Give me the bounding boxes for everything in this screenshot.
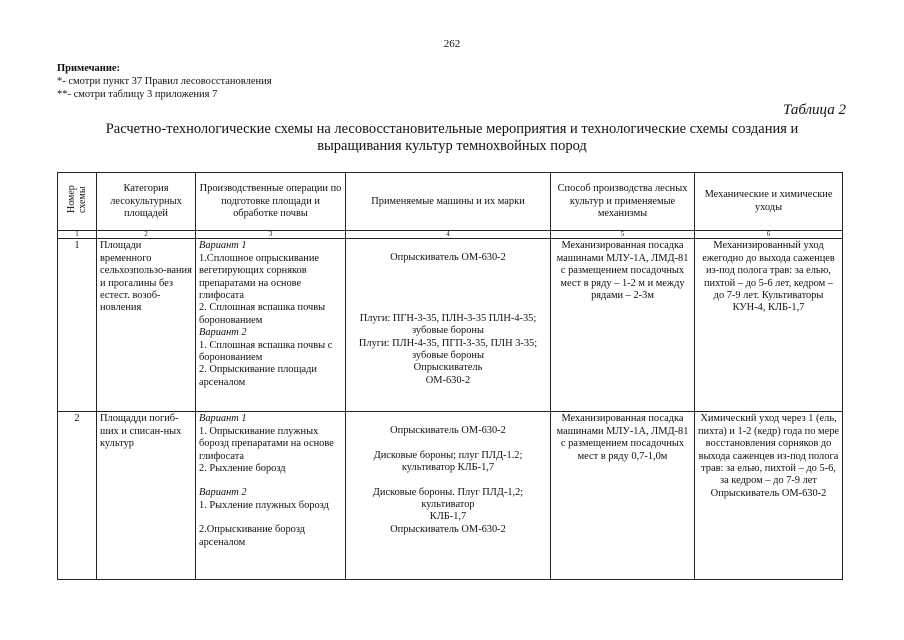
header-scheme-number: Номер схемы xyxy=(58,173,97,231)
operation-item: 1. Рыхление плужных борозд xyxy=(199,499,329,511)
scheme-number: 2 xyxy=(58,412,97,580)
machines-cell xyxy=(346,239,551,412)
column-number: 2 xyxy=(97,231,196,239)
area-category: Площадди погиб-ших и списан-ных культур xyxy=(97,412,196,580)
page-number: 262 xyxy=(443,38,461,50)
machine-item: ОМ-630-2 xyxy=(425,374,471,386)
header-care: Механические и химические уходы xyxy=(695,173,843,231)
note-line: *- смотри пункт 37 Правил лесовосстановления xyxy=(57,76,272,87)
variant-label: Вариант 1 xyxy=(199,240,247,252)
operation-item: 1. Опрыскивание плужных борозд препаратами на основе глифосата xyxy=(199,425,334,462)
document-title xyxy=(70,121,834,155)
planting-method: Механизированная посадка машинами МЛУ-1А, ЛМД-81 с размещением посадочных мест в ряду 0,7-1,0м xyxy=(551,412,695,580)
column-number: 1 xyxy=(58,231,97,239)
machine-item: КЛБ-1,7 xyxy=(429,511,467,523)
machine-item: Дисковые бороны; плуг ПЛД-1.2; культиватор КЛБ-1,7 xyxy=(373,449,523,474)
variant-label: Вариант 2 xyxy=(199,487,247,499)
operations-cell xyxy=(196,239,346,412)
document-title-line: выращивания культур темнохвойных пород xyxy=(317,138,587,154)
operation-item: 1. Сплошная вспашка почвы с боронованием xyxy=(199,339,333,364)
area-category: Площади временного сельхозпользо-вания и прогалины без естест. возоб-новления xyxy=(97,239,196,412)
machines-cell xyxy=(346,412,551,580)
header-operations: Производственные операции по подготовке площади и обработке почвы xyxy=(196,173,346,231)
operation-item: 2.Опрыскивание борозд арсеналом xyxy=(199,524,306,548)
header-category: Категория лесокультурных площадей xyxy=(97,173,196,231)
column-number: 3 xyxy=(196,231,346,239)
operation-item: 1.Сплошное опрыскивание вегетирующих сорняков препаратами на основе глифосата xyxy=(199,252,320,302)
header-method: Способ производства лесных культур и применяемые механизмы xyxy=(551,173,695,231)
scheme-number: 1 xyxy=(58,239,97,412)
table-label: Таблица 2 xyxy=(783,102,846,118)
machine-item: Опрыскиватель xyxy=(413,362,483,374)
variant-label: Вариант 1 xyxy=(199,413,247,425)
column-number: 4 xyxy=(346,231,551,239)
table-row xyxy=(58,239,843,412)
operation-item: 2. Сплошная вспашка почвы боронованием xyxy=(199,302,326,326)
machine-item: Опрыскиватель ОМ-630-2 xyxy=(390,252,506,264)
column-number: 6 xyxy=(695,231,843,239)
operation-item: 2. Рыхление борозд xyxy=(199,463,286,475)
table-row xyxy=(58,412,843,580)
care-method: Механизированный уход ежегодно до выхода саженцев из-под полога трав: за елью, пихтой – до 5-6 лет, кедром – до 7-9 лет. Культиваторы КУН-4, КЛБ-1,7 xyxy=(695,239,843,412)
operation-item: 2. Опрыскивание площади арсеналом xyxy=(199,364,317,388)
note-title: Примечание: xyxy=(57,63,121,74)
machine-item: Плуги: ПГН-3-35, ПЛН-3-35 ПЛН-4-35; зубовые бороны xyxy=(359,312,537,337)
planting-method: Механизированная посадка машинами МЛУ-1А, ЛМД-81 с размещением посадочных мест в ряду – 1-2 м и между рядами – 2-3м xyxy=(551,239,695,412)
column-number-row xyxy=(58,231,843,239)
document-title-line: Расчетно-технологические схемы на лесовосстановительные мероприятия и технологические схемы создания и xyxy=(105,121,799,137)
care-method: Химический уход через 1 (ель, пихта) и 1-2 (кедр) года по мере восстановления сорняков до выхода саженцев из-под полога трав: за елью, пихтой – до 5-6, за кедром – до 7-9 лет Опрыскиватель ОМ-630-2 xyxy=(695,412,843,580)
column-number: 5 xyxy=(551,231,695,239)
machine-item: Опрыскиватель ОМ-630-2 xyxy=(390,523,506,535)
table-header-row xyxy=(58,173,843,231)
machine-item: Опрыскиватель ОМ-630-2 xyxy=(390,425,506,437)
note-line: **- смотри таблицу 3 приложения 7 xyxy=(57,89,218,100)
note-block xyxy=(57,62,272,101)
machine-item: Дисковые бороны. Плуг ПЛД-1,2; культиватор xyxy=(372,486,524,511)
schemes-table xyxy=(57,172,843,580)
variant-label: Вариант 2 xyxy=(199,327,247,339)
operations-cell xyxy=(196,412,346,580)
machine-item: Плуги: ПЛН-4-35, ПГП-3-35, ПЛН 3-35; зубовые бороны xyxy=(358,337,538,362)
header-machines: Применяемые машины и их марки xyxy=(346,173,551,231)
